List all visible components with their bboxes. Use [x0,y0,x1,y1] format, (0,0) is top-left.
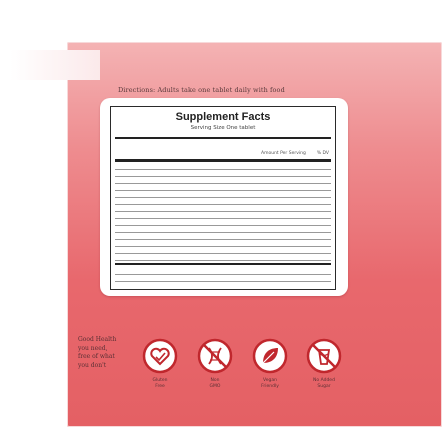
badge-caption-line: Friendly [261,383,279,389]
facts-rule [115,137,331,139]
tagline-line: you need, [78,344,108,352]
badge-caption-line: No Added [313,378,335,383]
badge-caption [251,378,289,389]
no-sugar-icon [306,338,342,374]
facts-rule [115,159,331,162]
facts-row [115,269,331,275]
facts-column-amount: Amount Per Serving [261,151,306,156]
no-gmo-icon [197,338,233,374]
badge-caption [305,378,343,389]
facts-row [115,213,331,219]
facts-row [115,234,331,240]
facts-title: Supplement Facts [175,111,271,123]
badge-caption [141,378,179,389]
badge-gluten-free [141,338,179,389]
facts-row [115,164,331,170]
facts-row [115,206,331,212]
supplement-facts-card [100,98,348,296]
facts-row [115,227,331,233]
leaf-icon [252,338,288,374]
facts-row [115,255,331,261]
tagline-line: free of what [78,353,115,360]
badge-non-gmo [196,338,234,389]
facts-column-dv: % DV [316,151,329,156]
badge-caption [196,378,234,389]
facts-rule [115,263,331,265]
top-label-area [10,50,100,80]
badge-vegan [251,338,289,389]
facts-row [115,248,331,254]
badge-no-sugar [305,338,343,389]
directions-text: Directions: Adults take one tablet daily with food [118,86,285,94]
facts-row [115,220,331,226]
badge-caption-line: Free [155,383,165,389]
facts-row [115,178,331,184]
facts-row [115,199,331,205]
facts-serving: Serving Size One tablet [190,125,256,131]
badge-caption-line: Sugar [317,383,331,389]
facts-row [115,241,331,247]
badge-caption-line: Non [210,378,220,383]
tagline [78,336,136,370]
facts-row [115,276,331,282]
badge-caption-line: GMO [209,383,221,389]
facts-row [115,171,331,177]
tagline-line: Good Health [78,336,117,343]
facts-row [115,192,331,198]
supplement-facts-panel [110,106,336,290]
badge-caption-line: Gluten [152,378,168,383]
tagline-line: you don't [78,361,107,369]
heart-icon [142,338,178,374]
badge-caption-line: Vegan [263,378,277,383]
facts-row [115,185,331,191]
